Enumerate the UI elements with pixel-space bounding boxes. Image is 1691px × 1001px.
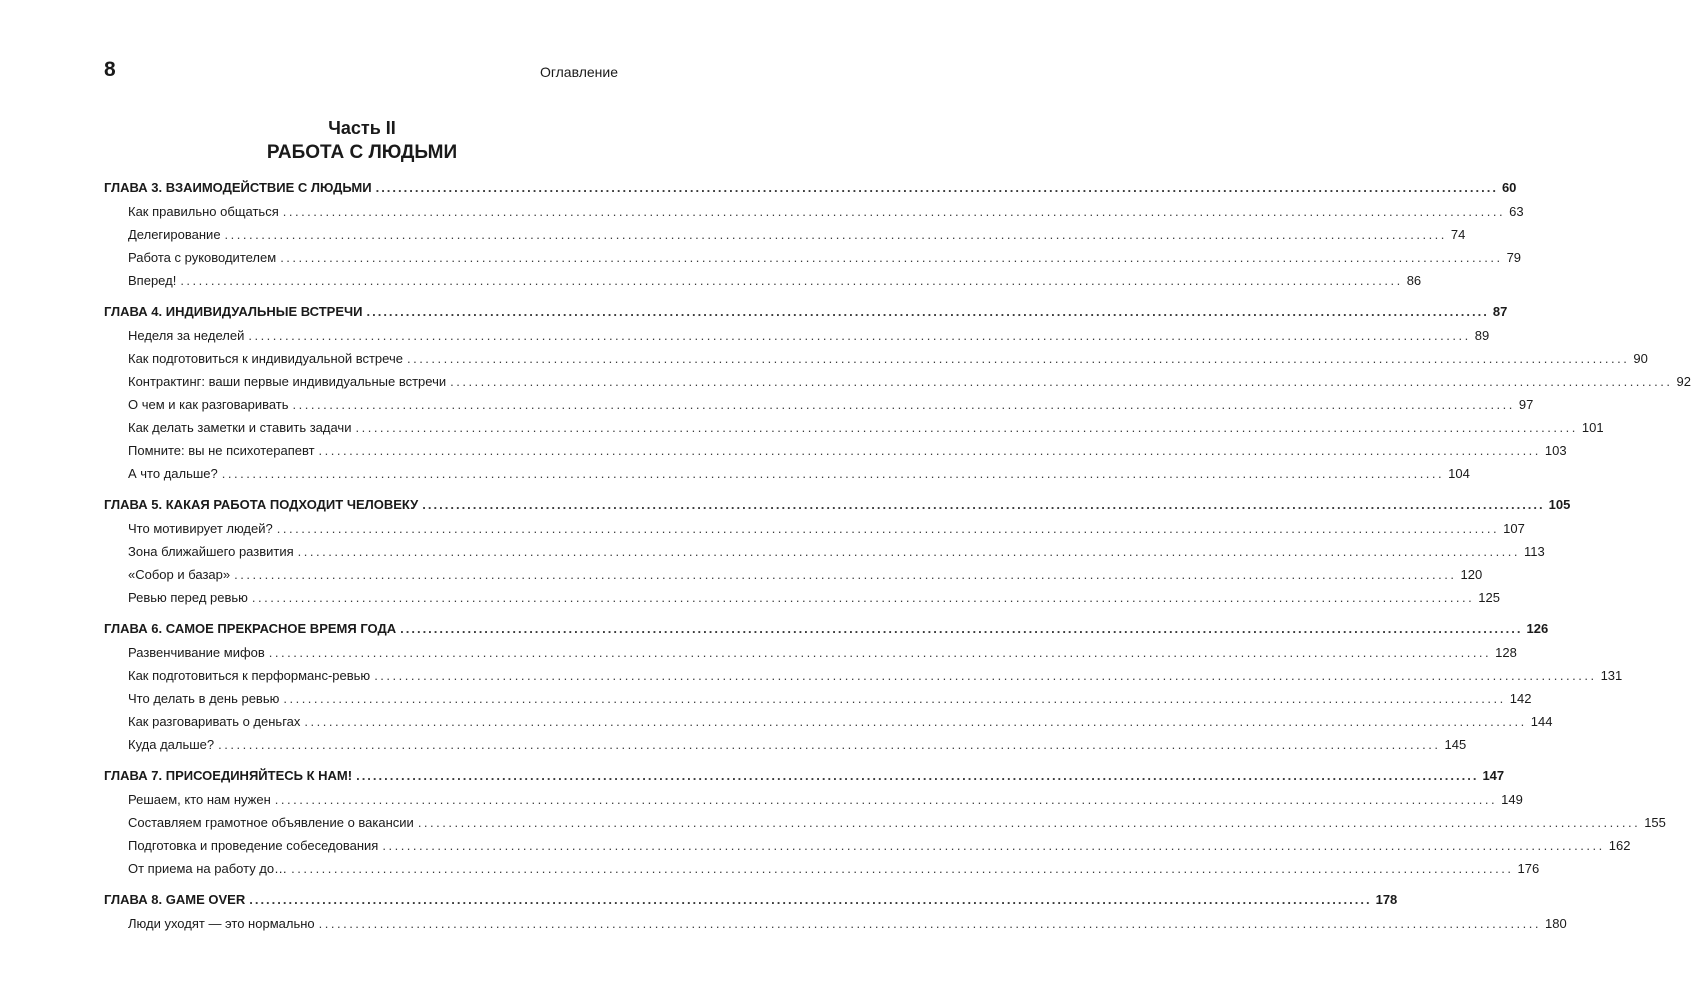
section-page-number: 144 <box>1530 714 1553 729</box>
section-entry <box>104 912 1567 935</box>
dot-leader: ........................................................................................................................................................................................................ <box>276 521 1500 536</box>
dot-leader: ........................................................................................................................................................................................................ <box>422 497 1545 512</box>
chapter-block <box>104 493 1571 610</box>
section-entry <box>104 540 1545 563</box>
dot-leader: ........................................................................................................................................................................................................ <box>382 838 1605 853</box>
section-page-number: 107 <box>1503 521 1525 536</box>
section-entry <box>104 811 1666 834</box>
chapter-title: ГЛАВА 8. GAME OVER <box>104 892 246 907</box>
chapter-block <box>104 176 1524 293</box>
section-page-number: 176 <box>1517 861 1540 876</box>
chapter-entry <box>104 176 1517 200</box>
section-entry <box>104 347 1648 370</box>
dot-leader: ........................................................................................................................................................................................................ <box>249 892 1372 907</box>
part-title: РАБОТА С ЛЮДЬМИ <box>266 142 458 163</box>
section-page-number: 145 <box>1444 737 1467 752</box>
dot-leader: ........................................................................................................................................................................................................ <box>450 374 1673 389</box>
section-title: А что дальше? <box>128 466 218 481</box>
section-page-number: 162 <box>1608 838 1631 853</box>
table-of-contents <box>104 176 1691 936</box>
section-page-number: 142 <box>1509 691 1532 706</box>
section-page-number: 104 <box>1448 466 1470 481</box>
section-page-number: 90 <box>1633 351 1648 366</box>
section-title: Что делать в день ревью <box>128 691 280 706</box>
section-title: Неделя за неделей <box>128 328 245 343</box>
dot-leader: ........................................................................................................................................................................................................ <box>417 815 1641 830</box>
section-title: Составляем грамотное объявление о вакансии <box>128 815 414 830</box>
dot-leader: ........................................................................................................................................................................................................ <box>366 304 1489 319</box>
dot-leader: ........................................................................................................................................................................................................ <box>180 273 1403 288</box>
section-title: Как делать заметки и ставить задачи <box>128 420 352 435</box>
section-title: Как правильно общаться <box>128 204 279 219</box>
section-page-number: 131 <box>1600 668 1623 683</box>
dot-leader: ........................................................................................................................................................................................................ <box>282 204 1506 219</box>
dot-leader: ........................................................................................................................................................................................................ <box>268 645 1492 660</box>
section-entry <box>104 223 1466 246</box>
section-entry <box>104 788 1523 811</box>
dot-leader: ........................................................................................................................................................................................................ <box>291 861 1514 876</box>
chapter-block <box>104 617 1623 757</box>
dot-leader: ........................................................................................................................................................................................................ <box>374 668 1597 683</box>
chapter-page-number: 105 <box>1548 497 1571 512</box>
section-entry <box>104 641 1517 664</box>
section-page-number: 92 <box>1676 374 1691 389</box>
section-title: Что мотивирует людей? <box>128 521 273 536</box>
dot-leader: ........................................................................................................................................................................................................ <box>375 180 1498 195</box>
dot-leader: ........................................................................................................................................................................................................ <box>297 544 1521 559</box>
chapter-title: ГЛАВА 7. ПРИСОЕДИНЯЙТЕСЬ К НАМ! <box>104 768 353 783</box>
section-title: Люди уходят — это нормально <box>128 916 315 931</box>
section-entry <box>104 393 1534 416</box>
section-entry <box>104 462 1470 485</box>
section-title: Как подготовиться к индивидуальной встрече <box>128 351 403 366</box>
section-title: Зона ближайшего развития <box>128 544 294 559</box>
section-title: Контрактинг: ваши первые индивидуальные встречи <box>128 374 447 389</box>
section-entry <box>104 517 1525 540</box>
section-entry <box>104 733 1467 756</box>
chapter-entry <box>104 764 1505 788</box>
section-title: Помните: вы не психотерапевт <box>128 443 315 458</box>
dot-leader: ........................................................................................................................................................................................................ <box>400 621 1523 636</box>
dot-leader: ........................................................................................................................................................................................................ <box>318 916 1542 931</box>
running-head: Оглавление <box>539 64 618 80</box>
section-entry <box>104 664 1623 687</box>
section-entry <box>104 200 1524 223</box>
chapter-title: ГЛАВА 3. ВЗАИМОДЕЙСТВИЕ С ЛЮДЬМИ <box>104 180 372 195</box>
chapter-title: ГЛАВА 4. ИНДИВИДУАЛЬНЫЕ ВСТРЕЧИ <box>104 304 363 319</box>
section-title: От приема на работу до… <box>128 861 288 876</box>
chapter-block <box>104 300 1691 486</box>
dot-leader: ........................................................................................................................................................................................................ <box>224 227 1447 242</box>
section-title: Куда дальше? <box>128 737 215 752</box>
section-page-number: 103 <box>1544 443 1567 458</box>
chapter-entry <box>104 888 1398 912</box>
dot-leader: ........................................................................................................................................................................................................ <box>355 420 1578 435</box>
section-title: Делегирование <box>128 227 221 242</box>
chapter-entry <box>104 617 1549 641</box>
section-page-number: 79 <box>1506 250 1522 265</box>
chapter-block <box>104 888 1567 936</box>
chapter-title: ГЛАВА 6. САМОЕ ПРЕКРАСНОЕ ВРЕМЯ ГОДА <box>104 621 397 636</box>
section-page-number: 149 <box>1501 792 1523 807</box>
section-title: Как разговаривать о деньгах <box>128 714 301 729</box>
section-title: Решаем, кто нам нужен <box>128 792 271 807</box>
chapter-page-number: 126 <box>1526 621 1549 636</box>
chapter-entry <box>104 300 1508 324</box>
part-label: Часть II <box>328 118 396 138</box>
dot-leader: ........................................................................................................................................................................................................ <box>221 466 1445 481</box>
dot-leader: ........................................................................................................................................................................................................ <box>274 792 1498 807</box>
section-entry <box>104 269 1422 292</box>
section-entry <box>104 687 1532 710</box>
section-entry <box>104 563 1483 586</box>
chapter-page-number: 178 <box>1375 892 1398 907</box>
section-title: Вперед! <box>128 273 177 288</box>
dot-leader: ........................................................................................................................................................................................................ <box>280 250 1503 265</box>
chapter-entry <box>104 493 1571 517</box>
section-page-number: 97 <box>1518 397 1534 412</box>
section-entry <box>104 324 1490 347</box>
section-entry <box>104 439 1567 462</box>
dot-leader: ........................................................................................................................................................................................................ <box>283 691 1506 706</box>
section-page-number: 86 <box>1406 273 1422 288</box>
dot-leader: ........................................................................................................................................................................................................ <box>318 443 1541 458</box>
section-title: Работа с руководителем <box>128 250 277 265</box>
dot-leader: ........................................................................................................................................................................................................ <box>356 768 1479 783</box>
section-page-number: 128 <box>1495 645 1517 660</box>
dot-leader: ........................................................................................................................................................................................................ <box>304 714 1527 729</box>
section-page-number: 120 <box>1460 567 1483 582</box>
section-page-number: 101 <box>1581 420 1604 435</box>
chapter-page-number: 147 <box>1482 768 1505 783</box>
section-title: Развенчивание мифов <box>128 645 265 660</box>
chapter-block <box>104 764 1666 881</box>
chapter-page-number: 60 <box>1501 180 1517 195</box>
section-title: Подготовка и проведение собеседования <box>128 838 379 853</box>
section-entry <box>104 370 1691 393</box>
section-page-number: 125 <box>1478 590 1500 605</box>
dot-leader: ........................................................................................................................................................................................................ <box>292 397 1515 412</box>
section-page-number: 155 <box>1644 815 1666 830</box>
section-entry <box>104 834 1631 857</box>
section-page-number: 74 <box>1450 227 1466 242</box>
dot-leader: ........................................................................................................................................................................................................ <box>406 351 1630 366</box>
section-entry <box>104 710 1553 733</box>
section-title: Ревью перед ревью <box>128 590 248 605</box>
section-page-number: 113 <box>1524 544 1545 559</box>
section-page-number: 63 <box>1509 204 1524 219</box>
section-title: «Собор и базар» <box>128 567 231 582</box>
dot-leader: ........................................................................................................................................................................................................ <box>248 328 1471 343</box>
section-title: О чем и как разговаривать <box>128 397 289 412</box>
section-entry <box>104 586 1500 609</box>
section-entry <box>104 246 1522 269</box>
dot-leader: ........................................................................................................................................................................................................ <box>218 737 1441 752</box>
section-page-number: 89 <box>1474 328 1490 343</box>
dot-leader: ........................................................................................................................................................................................................ <box>234 567 1457 582</box>
page-number: 8 <box>104 58 116 81</box>
section-title: Как подготовиться к перформанс-ревью <box>128 668 371 683</box>
chapter-page-number: 87 <box>1492 304 1508 319</box>
chapter-title: ГЛАВА 5. КАКАЯ РАБОТА ПОДХОДИТ ЧЕЛОВЕКУ <box>104 497 419 512</box>
part-heading <box>0 117 708 167</box>
section-page-number: 180 <box>1545 916 1567 931</box>
dot-leader: ........................................................................................................................................................................................................ <box>251 590 1475 605</box>
section-entry <box>104 857 1540 880</box>
section-entry <box>104 416 1604 439</box>
